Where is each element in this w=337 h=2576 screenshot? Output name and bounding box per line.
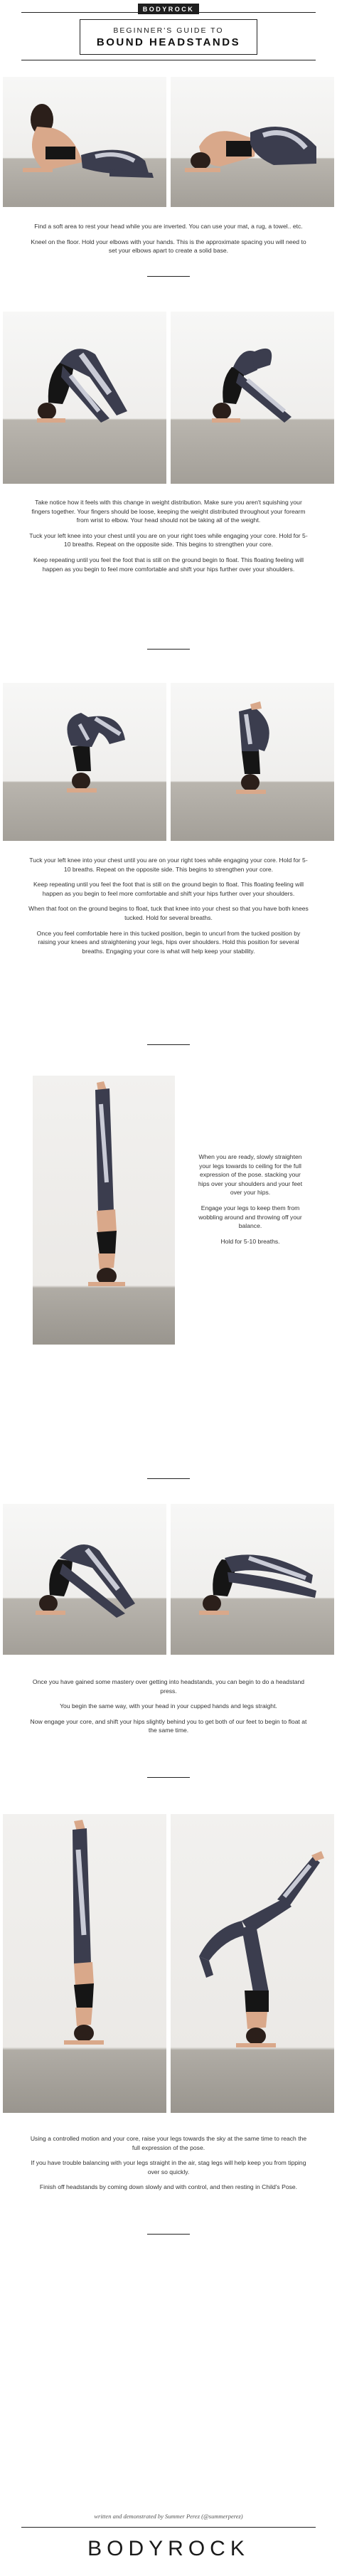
section-divider xyxy=(147,1044,190,1045)
photo-press-legs-up xyxy=(3,1814,166,2113)
page-title-line1: BEGINNER'S GUIDE TO xyxy=(113,26,224,35)
photo-one-knee-tuck xyxy=(171,312,334,484)
photo-kneeling-elbows xyxy=(3,77,166,207)
brand-logo-bottom: BODYROCK xyxy=(87,2537,250,2560)
photo-press-start xyxy=(3,1504,166,1655)
footer-rule xyxy=(21,2527,316,2528)
paragraph: Find a soft area to rest your head while you are inverted. You can use your mat, a rug, a towel.. etc. xyxy=(34,223,303,230)
paragraph: When you are ready, slowly straighten your legs towards to ceiling for the full expression of the pose. stacking your hips over your shoulders and your feet over your hips. xyxy=(198,1153,303,1197)
photo-full-headstand xyxy=(33,1076,175,1345)
paragraph: Once you have gained some mastery over getting into headstands, you can begin to do a headstand press. xyxy=(32,1678,305,1695)
photo-stag-legs xyxy=(171,1814,334,2113)
paragraph: You begin the same way, with your head in your cupped hands and legs straight. xyxy=(60,1702,277,1710)
paragraph: Keep repeating until you feel the foot that is still on the ground begin to float. This floating feeling will happen as you begin to feel more comfortable and shift your hips further over your shoulders. xyxy=(33,881,304,897)
page-title-line2: BOUND HEADSTANDS xyxy=(96,36,241,48)
section-2-text xyxy=(28,498,309,573)
section-divider xyxy=(147,1478,190,1479)
paragraph: Take notice how it feels with this change in weight distribution. Make sure you aren't squishing your fingers together. Your fingers should be loose, keeping the weight distributed throughout your forearm from wrist to elbow. Your head should not be taking all of the weight. xyxy=(31,499,306,524)
paragraph: Engage your legs to keep them from wobbling around and throwing off your balance. xyxy=(198,1204,302,1230)
section-divider xyxy=(147,276,190,277)
section-6-text xyxy=(28,2134,309,2192)
section-divider xyxy=(147,649,190,650)
photo-dolphin-pose xyxy=(3,312,166,484)
paragraph: Now engage your core, and shift your hips slightly behind you to get both of our feet to begin to float at the same time. xyxy=(30,1717,307,1734)
paragraph: Keep repeating until you feel the foot that is still on the ground begin to float. This floating feeling will happen as you begin to feel more comfortable and shift your hips further over your shoulders. xyxy=(33,556,304,573)
paragraph: Tuck your left knee into your chest until you are on your right toes while engaging your core. Hold for 5-10 breaths. Repeat on the opposite side. This begins to strengthen your core. xyxy=(29,857,308,873)
section-4-text xyxy=(193,1152,307,1246)
brand-logo-text: BODYROCK xyxy=(138,4,200,14)
photo-head-down xyxy=(171,77,334,207)
paragraph: When that foot on the ground begins to float, tuck that knee into your chest so that you have both knees tucked. Hold for several breaths. xyxy=(28,905,309,921)
section-divider xyxy=(147,2234,190,2235)
brand-logo-top xyxy=(0,2,337,15)
section-1-text xyxy=(28,222,309,255)
author-credit: written and demonstrated by Summer Perez (@summerperez) xyxy=(94,2513,243,2520)
photo-knee-tuck-float xyxy=(3,683,166,841)
photo-press-shift-hips xyxy=(171,1504,334,1655)
title-box xyxy=(80,19,257,55)
photo-both-knees-tucked xyxy=(171,683,334,841)
paragraph: Finish off headstands by coming down slowly and with control, and then resting in Child's Pose. xyxy=(39,2183,298,2191)
paragraph: Using a controlled motion and your core, raise your legs towards the sky at the same time to reach the full expression of the pose. xyxy=(30,2135,307,2151)
section-3-text xyxy=(28,856,309,955)
paragraph: Once you feel comfortable here in this tucked position, begin to uncurl from the tucked position by raising your knees and straightening your legs, hips over shoulders. Hold this position for several breaths. Engaging your core is what will help keep your stability. xyxy=(36,929,301,955)
paragraph: If you have trouble balancing with your legs straight in the air, stag legs will help keep you from tipping over so quickly. xyxy=(31,2159,306,2175)
paragraph: Tuck your left knee into your chest until you are on your right toes while engaging your core. Hold for 5-10 breaths. Repeat on the opposite side. This begins to strengthen your core. xyxy=(29,531,308,548)
paragraph: Kneel on the floor. Hold your elbows with your hands. This is the approximate spacing you will need to set your elbows apart to create a solid base. xyxy=(31,238,306,255)
paragraph: Hold for 5-10 breaths. xyxy=(220,1237,280,1245)
section-divider xyxy=(147,1777,190,1778)
section-5-text xyxy=(28,1677,309,1735)
